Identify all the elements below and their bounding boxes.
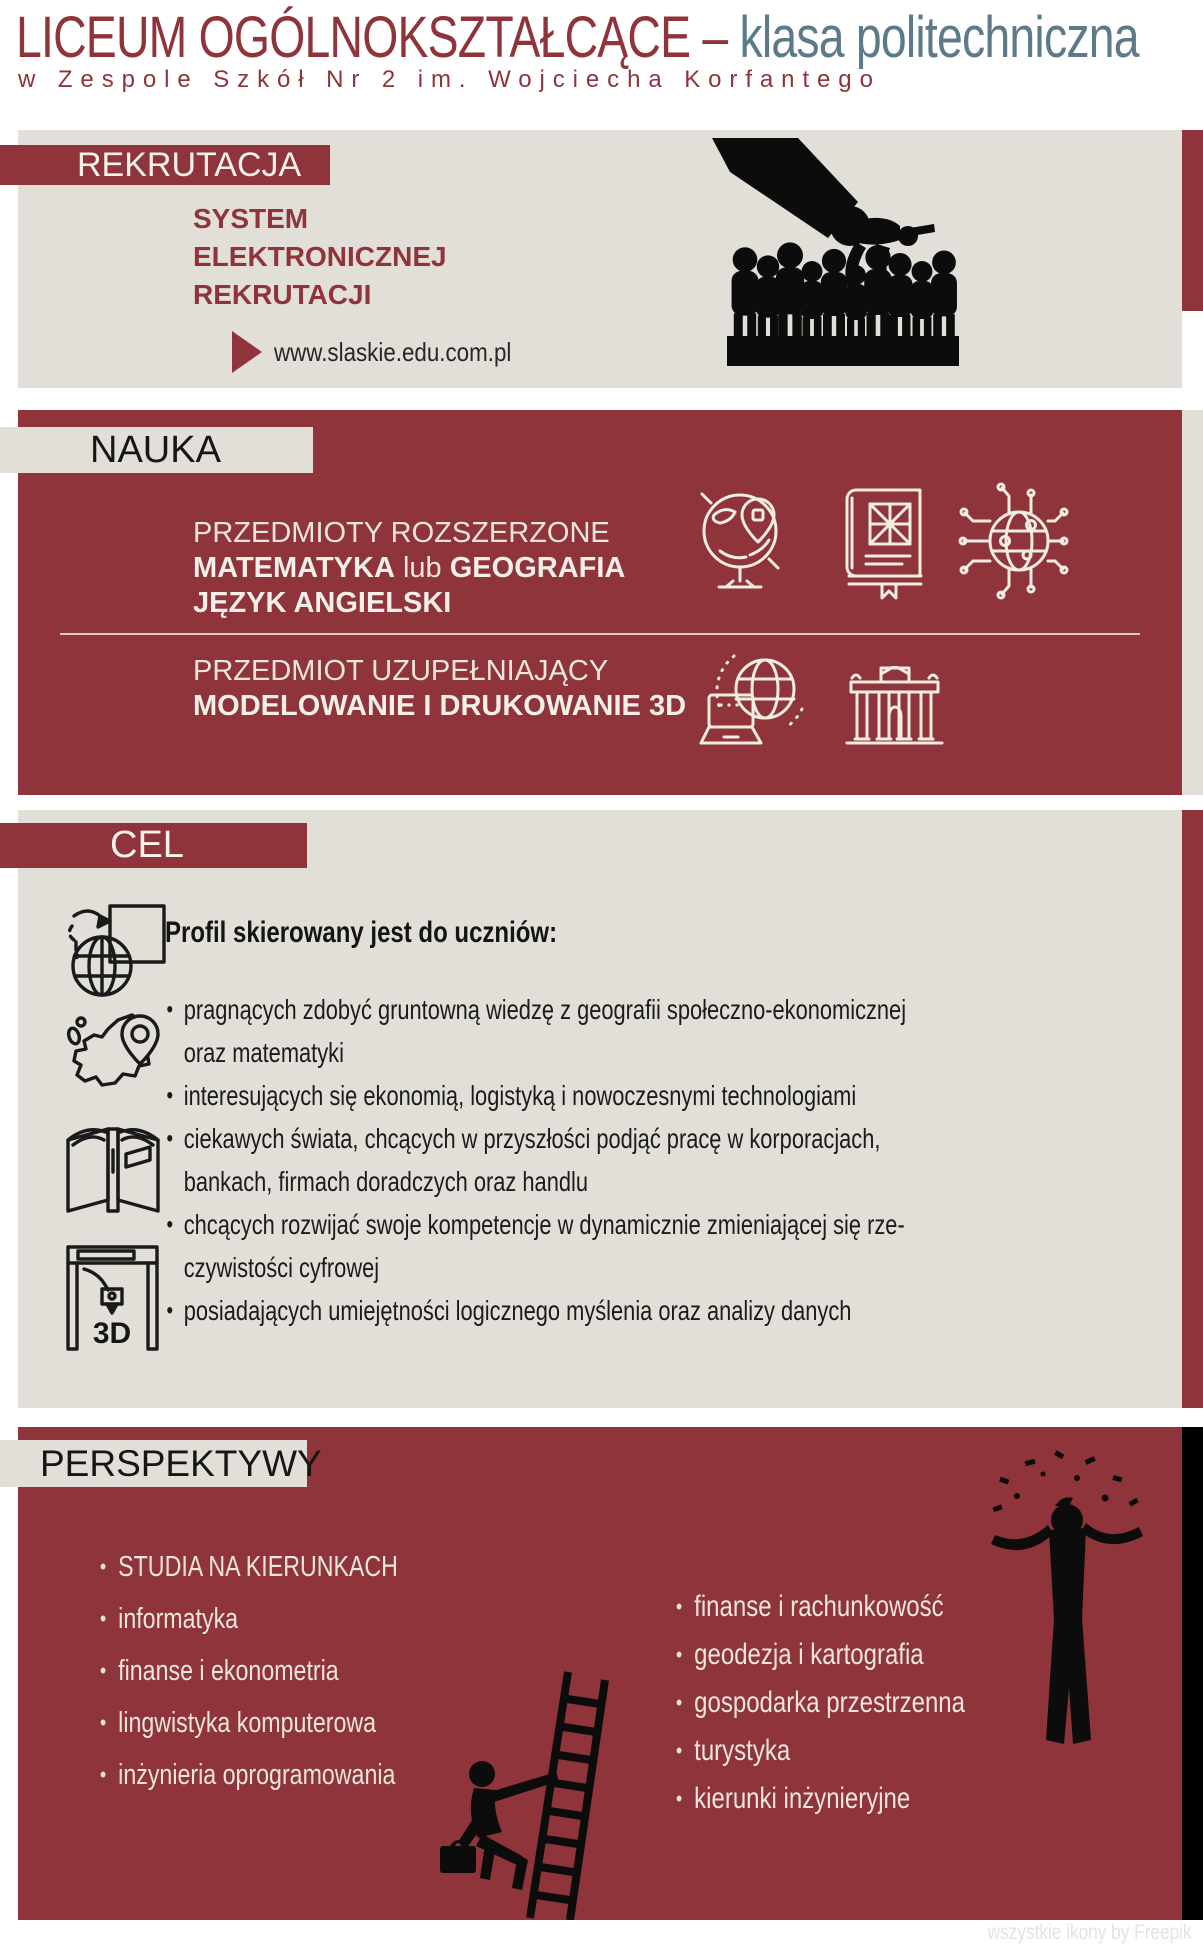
nauka-banner-label: NAUKA [90, 428, 221, 471]
cel-bullet-text: oraz matematyki [183, 1037, 344, 1068]
icons-credit: wszystkie ikony by Freepik [988, 1921, 1192, 1944]
extended-subjects-value [193, 552, 625, 585]
cel-bullet-item [165, 988, 992, 1031]
nauka-banner [0, 427, 313, 473]
perspektywy-right-item [676, 1631, 965, 1679]
cel-bullet-text: ciekawych świata, chcących w przyszłości podjąć pracę w korporacjach, [183, 1123, 881, 1154]
cel-bullet-list [165, 988, 992, 1332]
page-title-class: klasa politechniczna [739, 5, 1139, 70]
bullet-dot: • [676, 1642, 683, 1667]
rekrutacja-system-line: SYSTEM [193, 203, 309, 234]
subject-matematyka: MATEMATYKA [193, 552, 395, 584]
cel-bullet-item [165, 1074, 992, 1117]
cel-heading: Profil skierowany jest do uczniów: [165, 916, 558, 949]
perspektywy-left-item-text: finanse i ekonometria [118, 1654, 339, 1687]
perspektywy-left-list [100, 1541, 472, 1801]
desk-globe-pin-icon [690, 479, 790, 606]
perspektywy-right-item-text: gospodarka przestrzenna [694, 1686, 965, 1719]
perspektywy-left-item-text: inżynieria oprogramowania [118, 1758, 396, 1791]
rekrutacja-banner [0, 145, 330, 185]
bullet-dot: • [166, 1125, 174, 1152]
rekrutacja-system-line: REKRUTACJI [193, 279, 372, 310]
cel-bullet-continuation [165, 1160, 992, 1203]
printer-3d-label: 3D [92, 1317, 132, 1350]
hand-picking-person-illustration [700, 138, 1072, 368]
circuit-globe-icon [957, 481, 1070, 601]
cel-bullet-text: chcących rozwijać swoje kompetencje w dynamicznie zmieniającej się rze- [183, 1209, 905, 1240]
perspektywy-banner-label: PERSPEKTYWY [40, 1442, 322, 1484]
bullet-dot: • [100, 1658, 107, 1683]
subject-geografia: GEOGRAFIA [449, 552, 626, 584]
cel-bullet-item [165, 1117, 992, 1160]
page-title [16, 4, 1139, 71]
bullet-dot: • [166, 1211, 174, 1238]
supplementary-subject-label: PRZEDMIOT UZUPEŁNIAJĄCY [193, 655, 609, 687]
cel-bullet-text: interesujących się ekonomią, logistyką i nowoczesnymi technologiami [183, 1080, 857, 1111]
3d-printer-icon [64, 1243, 162, 1363]
perspektywy-left-item-text: informatyka [118, 1602, 239, 1635]
bullet-dot: • [166, 996, 174, 1023]
perspektywy-accent-strip [1182, 1427, 1203, 1920]
perspektywy-right-item-text: turystyka [694, 1734, 791, 1767]
rekrutacja-system-text [193, 200, 447, 314]
perspektywy-left-item [100, 1697, 398, 1749]
perspektywy-right-item [676, 1775, 965, 1823]
perspektywy-right-item [676, 1727, 965, 1775]
platform-shape [727, 336, 959, 366]
globe-route-icon [64, 904, 168, 1000]
perspektywy-right-list [676, 1583, 1037, 1823]
nauka-accent-strip [1182, 410, 1203, 795]
perspektywy-left-item [100, 1645, 398, 1697]
perspektywy-right-item-text: kierunki inżynieryjne [694, 1782, 911, 1815]
bullet-dot: • [166, 1082, 174, 1109]
rekrutacja-system-line: ELEKTRONICZNEJ [193, 241, 447, 272]
perspektywy-right-item-text: geodezja i kartografia [694, 1638, 924, 1671]
cel-bullet-text: bankach, firmach doradczych oraz handlu [183, 1166, 588, 1197]
cel-banner-label: CEL [110, 824, 184, 866]
cel-bullet-text: czywistości cyfrowej [183, 1252, 380, 1283]
perspektywy-right-item-text: finanse i rachunkowość [694, 1590, 944, 1623]
cel-bullet-continuation [165, 1031, 992, 1074]
english-book-icon [840, 486, 935, 600]
perspektywy-left-item [100, 1593, 398, 1645]
extended-subjects-label: PRZEDMIOTY ROZSZERZONE [193, 517, 610, 549]
cel-bullet-text: pragnących zdobyć gruntowną wiedzę z geografii społeczno-ekonomicznej [183, 994, 907, 1025]
perspektywy-right-item [676, 1583, 965, 1631]
bullet-dot: • [100, 1554, 107, 1579]
laptop-globe-icon [699, 649, 806, 762]
supplementary-subject-value: MODELOWANIE I DRUKOWANIE 3D [193, 690, 687, 722]
bullet-dot: • [166, 1297, 174, 1324]
nauka-divider [60, 633, 1140, 635]
page-subtitle: w Zespole Szkół Nr 2 im. Wojciecha Korfantego [18, 66, 881, 93]
bullet-dot: • [676, 1594, 683, 1619]
arch-monument-icon [844, 666, 945, 746]
cel-banner [0, 823, 307, 868]
open-book-icon [58, 1120, 168, 1220]
perspektywy-left-item-text: STUDIA NA KIERUNKACH [118, 1550, 398, 1583]
cel-accent-strip [1182, 810, 1203, 1408]
subject-angielski: JĘZYK ANGIELSKI [193, 587, 452, 619]
rekrutacja-accent-strip [1182, 130, 1203, 311]
bullet-dot: • [100, 1710, 107, 1735]
perspektywy-left-item [100, 1541, 398, 1593]
subject-or: lub [394, 552, 450, 584]
cel-bullet-continuation [165, 1246, 992, 1289]
bullet-dot: • [676, 1738, 683, 1763]
bullet-dot: • [100, 1606, 107, 1631]
europe-map-pin-icon [62, 1012, 168, 1098]
rekrutacja-banner-label: REKRUTACJA [77, 145, 302, 184]
cel-bullet-item [165, 1289, 992, 1332]
page-title-school: LICEUM OGÓLNOKSZTAŁCĄCE – [16, 5, 740, 70]
cel-bullet-item [165, 1203, 992, 1246]
bullet-dot: • [676, 1786, 683, 1811]
bullet-dot: • [100, 1762, 107, 1787]
celebrating-person-illustration [985, 1448, 1145, 1763]
perspektywy-banner [0, 1440, 322, 1487]
perspektywy-right-item [676, 1679, 965, 1727]
arrow-right-icon [232, 331, 262, 373]
cel-bullet-text: posiadających umiejętności logicznego myślenia oraz analizy danych [183, 1295, 852, 1326]
perspektywy-left-item-text: lingwistyka komputerowa [118, 1706, 377, 1739]
recruitment-url: www.slaskie.edu.com.pl [274, 337, 512, 367]
bullet-dot: • [676, 1690, 683, 1715]
person-climbing-ladder-illustration [430, 1670, 615, 1920]
perspektywy-left-item [100, 1749, 398, 1801]
